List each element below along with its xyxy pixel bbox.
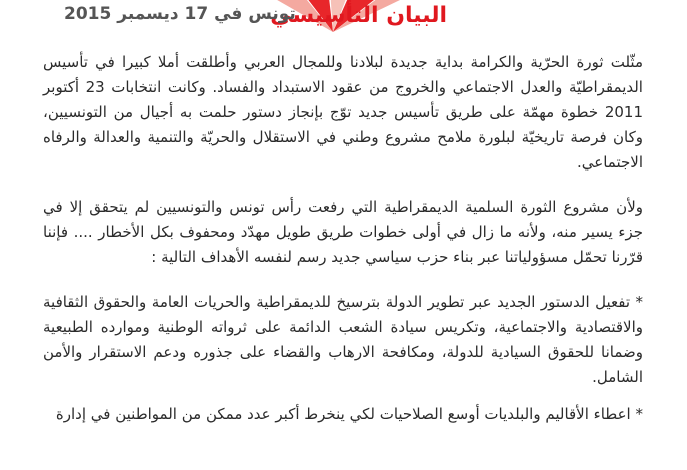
list-item: * تفعيل الدستور الجديد عبر تطوير الدولة بترسيخ للديمقراطية والحريات العامة والحقوق الثقافية والاقتصادية والاجتماعية، وتكريس سيادة الشعب الدائمة على ثرواته الوطنية وموارده الطبيعية وضمانا للحقوق السيادية للدولة، ومكافحة الارهاب والقضاء على جذوره ودعم الاستقرار والأمن الشامل. bbox=[43, 293, 643, 386]
paragraph: ولأن مشروع الثورة السلمية الديمقراطية التي رفعت رأس تونس والتونسيين لم يتحقق إلا في جزء يسير منه، ولأنه ما زال في أولى خطوات طريق طويل مهدّد ومحفوف بكل الأخطار .... فإننا قرّرنا تحمّل مسؤولياتنا عبر بناء حزب سياسي جديد رسم لنفسه الأهداف التالية : bbox=[43, 198, 643, 266]
document-body bbox=[43, 50, 643, 439]
document-date: تونس في 17 ديسمبر 2015 bbox=[64, 4, 296, 24]
list-item: * اعطاء الأقاليم والبلديات أوسع الصلاحيات لكي ينخرط أكبر عدد ممكن من المواطنين في إدارة bbox=[55, 405, 643, 423]
paragraph: مثّلت ثورة الحرّية والكرامة بداية جديدة لبلادنا وللمجال العربي وأطلقت أملا كبيرا في تأسيس الديمقراطيّة والعدل الاجتماعي والخروج من عقود الاستبداد والفساد. وكانت انتخابات 23 أكتوبر 2011 خطوة مهمّة على طريق تأسيس جديد توّج بإنجاز دستور حلمت به أجيال من التونسيين، وكان فرصة تاريخيّة لبلورة ملامح مشروع وطني في الاستقلال والحريّة والتنمية والعدالة والرفاه الاجتماعي. bbox=[43, 53, 643, 171]
header bbox=[0, 0, 687, 34]
page-title: البيان التأسيسي bbox=[270, 3, 447, 28]
